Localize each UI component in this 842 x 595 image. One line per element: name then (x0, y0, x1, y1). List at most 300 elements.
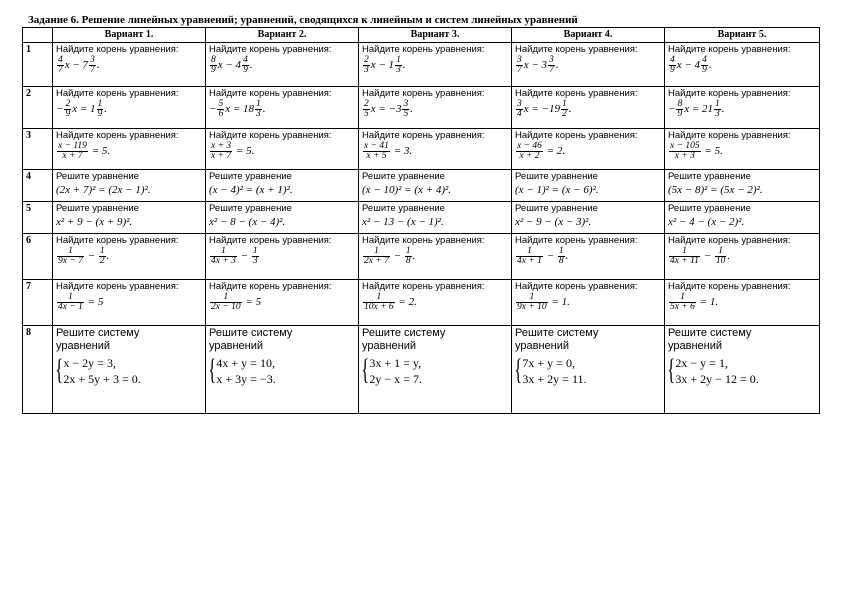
equation-text: − (209, 103, 217, 116)
table-row (23, 202, 820, 234)
equation (515, 183, 661, 197)
fraction (363, 142, 390, 161)
denominator: 5 (403, 109, 409, 119)
task-instruction: Решите уравнение (515, 171, 598, 182)
equation-text: x − 1 (370, 59, 395, 72)
equation-text: = 5. (88, 145, 111, 158)
numerator: 1 (396, 55, 401, 65)
denominator: 4 (517, 109, 522, 119)
numerator: 3 (517, 99, 522, 109)
fraction (558, 247, 565, 266)
fraction (57, 247, 84, 266)
task-instruction: Найдите корень уравнения: (56, 130, 179, 141)
fraction (669, 56, 676, 75)
fraction (363, 100, 370, 119)
fraction (516, 100, 523, 119)
task-instruction: уравнений (515, 340, 570, 352)
denominator: 5 (364, 109, 369, 119)
numerator: 3 (517, 55, 522, 65)
system-brace: { (667, 353, 676, 386)
equation-text: . (412, 250, 416, 263)
system-equation: 7x + y = 0, (522, 356, 575, 370)
numerator: 2 (364, 99, 369, 109)
system-equation: x + 3y = −3. (216, 372, 276, 386)
denominator: 8 (405, 256, 411, 266)
task-instruction: Решите уравнение (56, 171, 139, 182)
task-instruction: Решите уравнение (209, 171, 292, 182)
task-instruction: Решите систему (362, 327, 446, 339)
task-cell (206, 43, 359, 87)
equation-text: − (668, 103, 676, 116)
task-instruction: Найдите корень уравнения: (515, 281, 638, 292)
equation-text: . (106, 250, 110, 263)
numerator: 3 (549, 55, 554, 65)
numerator: 1 (57, 293, 84, 303)
fraction (252, 247, 259, 266)
numerator: 8 (677, 99, 683, 109)
equation (209, 56, 355, 75)
table-row (23, 170, 820, 202)
equation (209, 293, 355, 312)
equation-text: x = 1 (72, 103, 96, 116)
row-number: 2 (23, 87, 53, 129)
page-title: Задание 6. Решение линейных уравнений; уравнений, сводящихся к линейным и систем линейных уравнений (28, 14, 578, 26)
task-instruction: Решите уравнение (56, 203, 139, 214)
task-instruction: Найдите корень уравнения: (209, 88, 332, 99)
table-row (23, 234, 820, 280)
row-number: 7 (23, 280, 53, 326)
equation-text: = 1 (696, 296, 716, 309)
equation (515, 56, 661, 75)
table-row (23, 43, 820, 87)
numerator: 4 (243, 55, 248, 65)
system-equation: 2y − x = 7. (369, 372, 422, 386)
task-cell (206, 202, 359, 234)
fraction (99, 247, 106, 266)
equation-system (209, 355, 355, 387)
fraction (242, 56, 249, 75)
denominator: x + 7 (62, 151, 83, 161)
system-equation: 2x + 5y + 3 = 0. (63, 372, 141, 386)
equation-text: x² − 8 − (x − 4)². (209, 216, 286, 228)
numerator: 1 (210, 293, 242, 303)
task-cell (206, 129, 359, 170)
equation-text: − (543, 250, 557, 263)
system-lines (369, 355, 422, 387)
equation-system (515, 355, 661, 387)
task-cell (665, 326, 820, 414)
equation-text: = 5 (84, 296, 104, 309)
numerator: 1 (405, 246, 411, 256)
task-cell (512, 129, 665, 170)
equation (56, 142, 202, 161)
denominator: 10x + 6 (364, 302, 394, 312)
numerator: 1 (210, 247, 237, 257)
equation (668, 183, 816, 197)
task-cell (53, 202, 206, 234)
numerator: 1 (363, 247, 390, 257)
denominator: 9 (97, 109, 103, 119)
task-instruction: Решите систему (56, 327, 140, 339)
task-cell (53, 87, 206, 129)
task-instruction: уравнений (209, 340, 264, 352)
table-row (23, 87, 820, 129)
denominator: 3 (715, 109, 720, 119)
fraction (516, 56, 523, 75)
fraction (669, 142, 701, 161)
task-instruction: Решите систему (668, 327, 752, 339)
denominator: 4x + 1 (517, 256, 542, 266)
system-brace: { (514, 353, 523, 386)
denominator: x + 3 (674, 151, 695, 161)
equation (56, 247, 202, 266)
equation-text: (x − 4)² = (x + 1)². (209, 184, 293, 196)
fraction (402, 100, 409, 119)
task-cell (512, 87, 665, 129)
equation (362, 183, 508, 197)
denominator: x + 5 (366, 151, 387, 161)
equation-text: x − 3 (523, 59, 548, 72)
system-brace: { (208, 353, 217, 386)
numerator: 4 (670, 55, 675, 65)
fraction (210, 247, 237, 266)
denominator: 9x + 10 (517, 302, 547, 312)
fraction (210, 142, 232, 161)
task-cell (206, 170, 359, 202)
task-instruction: Найдите корень уравнения: (515, 235, 638, 246)
header-variant-1: Вариант 1. (53, 28, 206, 43)
equation-text: = 5 (242, 296, 262, 309)
numerator: 1 (252, 246, 258, 256)
task-instruction: Найдите корень уравнения: (56, 44, 179, 55)
equation-text: x² − 9 − (x − 3)². (515, 216, 592, 228)
equation (209, 183, 355, 197)
numerator: 1 (715, 99, 720, 109)
equation-text: − (237, 250, 251, 263)
equation (56, 183, 202, 197)
equation-text: = 5. (701, 145, 723, 158)
denominator: 4x − 1 (58, 302, 83, 312)
system-lines (675, 355, 758, 387)
fraction (669, 293, 696, 312)
task-cell (665, 280, 820, 326)
equation-text: . (402, 59, 406, 72)
task-cell (665, 129, 820, 170)
system-equation: 3x + 2y = 11. (522, 372, 587, 386)
equation (515, 100, 661, 119)
equation (56, 56, 202, 75)
equation (362, 215, 508, 229)
task-cell (512, 280, 665, 326)
header-variant-2: Вариант 2. (206, 28, 359, 43)
task-instruction: Решите уравнение (362, 203, 445, 214)
task-cell (359, 202, 512, 234)
fraction (217, 100, 224, 119)
equation (209, 247, 355, 266)
numerator: 1 (558, 246, 564, 256)
row-number: 4 (23, 170, 53, 202)
denominator: 5x + 6 (670, 302, 695, 312)
equation (668, 56, 816, 75)
numerator: 8 (211, 55, 216, 65)
equation-system (56, 355, 202, 387)
equation (209, 100, 355, 119)
numerator: 1 (715, 247, 727, 257)
equation-text: x² + 9 − (x + 9)². (56, 216, 133, 228)
equation-text: − (700, 250, 714, 263)
system-equation: 3x + 2y − 12 = 0. (675, 372, 759, 386)
numerator: 1 (363, 293, 395, 303)
task-cell (512, 326, 665, 414)
numerator: 1 (57, 247, 84, 257)
numerator: 1 (669, 247, 700, 257)
denominator: 3 (256, 109, 261, 119)
equation-text: . (555, 59, 559, 72)
denominator: 6 (218, 109, 224, 119)
task-cell (359, 170, 512, 202)
equation-text: . (567, 296, 570, 309)
equation (56, 215, 202, 229)
denominator: 4x + 3 (211, 256, 236, 266)
numerator: 1 (99, 246, 105, 256)
fraction (57, 56, 64, 75)
denominator: 8 (558, 256, 564, 266)
denominator: 3 (396, 65, 401, 75)
equation (668, 215, 816, 229)
fraction (210, 56, 217, 75)
task-table (22, 27, 820, 414)
equation-text: x² − 13 − (x − 1)². (362, 216, 444, 228)
task-instruction: Найдите корень уравнения: (362, 88, 485, 99)
equation-text: (x − 10)² = (x + 4)². (362, 184, 452, 196)
denominator: 9 (65, 109, 71, 119)
fraction (363, 56, 370, 75)
equation-text: = 3. (390, 145, 413, 158)
equation (668, 247, 816, 266)
denominator: 2 (99, 256, 105, 266)
denominator: x + 2 (519, 151, 540, 161)
task-cell (359, 129, 512, 170)
numerator: x − 105 (670, 141, 700, 151)
row-number: 1 (23, 43, 53, 87)
equation-text: − (56, 103, 64, 116)
equation (668, 293, 816, 312)
system-equation: 4x + y = 10, (216, 356, 275, 370)
numerator: 1 (516, 247, 543, 257)
task-instruction: Найдите корень уравнения: (362, 235, 485, 246)
row-number: 8 (23, 326, 53, 414)
numerator: 5 (218, 99, 224, 109)
equation (209, 142, 355, 161)
equation (362, 293, 508, 312)
header-row (23, 28, 820, 43)
numerator: 1 (256, 99, 261, 109)
task-instruction: Найдите корень уравнения: (209, 281, 332, 292)
equation-text: = 2. (543, 145, 566, 158)
task-cell (359, 326, 512, 414)
fraction (89, 56, 96, 75)
task-cell (53, 43, 206, 87)
equation-text: x = −19 (523, 103, 560, 116)
equation-text: x² − 4 − (x − 2)². (668, 216, 745, 228)
task-cell (359, 280, 512, 326)
denominator: 9 (670, 65, 675, 75)
equation (56, 100, 202, 119)
denominator: 4x + 11 (670, 256, 699, 266)
task-cell (53, 326, 206, 414)
task-instruction: уравнений (362, 340, 417, 352)
fraction (714, 100, 721, 119)
fraction (57, 142, 88, 161)
fraction (715, 247, 727, 266)
equation-text: x = −3 (370, 103, 402, 116)
task-instruction: Решите уравнение (515, 203, 598, 214)
header-corner (23, 28, 53, 43)
fraction (548, 56, 555, 75)
task-instruction: уравнений (668, 340, 723, 352)
equation-text: . (708, 59, 712, 72)
header-variant-4: Вариант 4. (512, 28, 665, 43)
equation (515, 215, 661, 229)
task-cell (53, 280, 206, 326)
equation-text: x = 21 (684, 103, 713, 116)
task-cell (512, 202, 665, 234)
task-instruction: Решите систему (209, 327, 293, 339)
numerator: 4 (58, 55, 63, 65)
task-cell (53, 170, 206, 202)
equation-text: . (410, 103, 413, 116)
equation-text: . (262, 103, 266, 116)
fraction (701, 56, 708, 75)
numerator: x − 46 (517, 141, 542, 151)
equation-text: x − 4 (676, 59, 701, 72)
task-cell (359, 43, 512, 87)
numerator: x − 119 (58, 141, 87, 151)
task-instruction: Найдите корень уравнения: (362, 130, 485, 141)
equation-text: . (721, 103, 725, 116)
numerator: 1 (97, 99, 103, 109)
equation-text: = 1 (548, 296, 568, 309)
numerator: x − 41 (364, 141, 389, 151)
fraction (210, 293, 242, 312)
task-instruction: уравнений (56, 340, 111, 352)
fraction (676, 100, 683, 119)
task-cell (512, 234, 665, 280)
fraction (516, 293, 548, 312)
equation (362, 100, 508, 119)
task-cell (206, 326, 359, 414)
equation-text: − (390, 250, 404, 263)
equation-system (668, 355, 816, 387)
equation (668, 142, 816, 161)
task-instruction: Найдите корень уравнения: (515, 130, 638, 141)
numerator: x + 3 (211, 141, 232, 151)
task-instruction: Найдите корень уравнения: (515, 44, 638, 55)
task-instruction: Решите систему (515, 327, 599, 339)
task-cell (359, 87, 512, 129)
equation (209, 215, 355, 229)
task-cell (665, 87, 820, 129)
equation-text: . (568, 103, 572, 116)
equation-text: (x − 1)² = (x − 6)². (515, 184, 599, 196)
equation-text: . (249, 59, 253, 72)
equation (515, 247, 661, 266)
fraction (97, 100, 104, 119)
task-cell (512, 43, 665, 87)
fraction (561, 100, 568, 119)
task-instruction: Решите уравнение (668, 203, 751, 214)
denominator: 9 (211, 65, 216, 75)
system-lines (216, 355, 275, 387)
denominator: 3 (252, 256, 258, 266)
task-instruction: Найдите корень уравнения: (515, 88, 638, 99)
denominator: x + 7 (211, 151, 232, 161)
equation (362, 247, 508, 266)
task-cell (512, 170, 665, 202)
equation-text: = 2. (395, 296, 417, 309)
fraction (669, 247, 700, 266)
equation-text: x = 18 (225, 103, 254, 116)
equation-text: x − 7 (64, 59, 89, 72)
task-instruction: Найдите корень уравнения: (668, 235, 791, 246)
system-brace: { (55, 353, 64, 386)
equation (56, 293, 202, 312)
denominator: 7 (90, 65, 95, 75)
task-cell (359, 234, 512, 280)
task-instruction: Найдите корень уравнения: (209, 44, 332, 55)
fraction (363, 293, 395, 312)
task-instruction: Найдите корень уравнения: (668, 281, 791, 292)
task-cell (53, 234, 206, 280)
denominator: 2 (561, 109, 567, 119)
fraction (516, 247, 543, 266)
denominator: 2x + 7 (364, 256, 389, 266)
task-instruction: Решите уравнение (209, 203, 292, 214)
task-instruction: Найдите корень уравнения: (209, 130, 332, 141)
table-row (23, 280, 820, 326)
equation-text: − (84, 250, 98, 263)
header-variant-5: Вариант 5. (665, 28, 820, 43)
equation-text: (2x + 7)² = (2x − 1)². (56, 184, 151, 196)
numerator: 3 (90, 55, 95, 65)
fraction (255, 100, 262, 119)
denominator: 3 (364, 65, 369, 75)
equation-text: (5x − 8)² = (5x − 2)². (668, 184, 763, 196)
task-instruction: Решите уравнение (362, 171, 445, 182)
fraction (57, 293, 84, 312)
equation-text: . (96, 59, 100, 72)
system-equation: 2x − y = 1, (675, 356, 728, 370)
fraction (395, 56, 402, 75)
equation-text: . (104, 103, 107, 116)
denominator: 9 (702, 65, 707, 75)
task-instruction: Найдите корень уравнения: (668, 130, 791, 141)
numerator: 1 (561, 99, 567, 109)
denominator: 10 (715, 256, 726, 266)
task-instruction: Найдите корень уравнения: (668, 44, 791, 55)
task-instruction: Найдите корень уравнения: (56, 235, 179, 246)
task-instruction: Найдите корень уравнения: (362, 44, 485, 55)
numerator: 2 (364, 55, 369, 65)
system-lines (522, 355, 586, 387)
equation-text: . (727, 250, 731, 263)
denominator: 7 (58, 65, 63, 75)
equation (668, 100, 816, 119)
task-cell (665, 43, 820, 87)
equation (362, 142, 508, 161)
table-row (23, 326, 820, 414)
task-cell (206, 87, 359, 129)
